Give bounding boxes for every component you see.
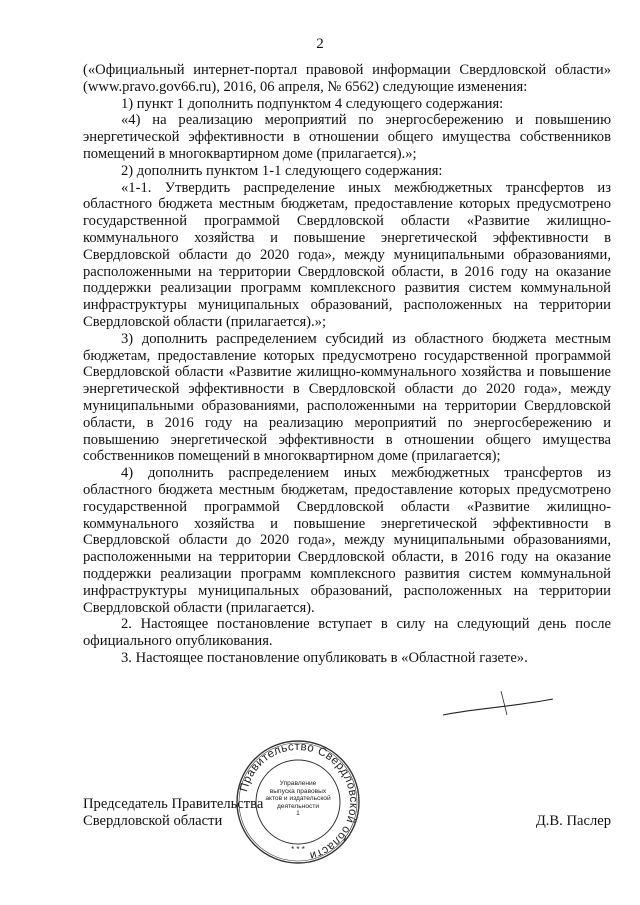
seal-inner-line5: 1 [296, 810, 300, 818]
paragraph-clause-3: 3. Настоящее постановление опубликовать в «Областной газете». [121, 649, 528, 666]
signatory-position-line1: Председатель Правительства [83, 796, 264, 812]
paragraph-item-4: 4) дополнить распределением иных межбюджетных трансфертов из областного бюджета местным бюджетам, предоставление которых предусмотрено государственной программой Свердловской области «Развитие жилищно-коммунального хозяйства и повышение энергетической эффективности в Свердловской области до 2020 года», между муниципальными образованиями, расположенными на территории Свердловской области, в 2016 году на оказание поддержки реализации программ комплексного развития систем коммунальной инфраструктуры муниципальных образований, расположенных на территории Свердловской области (прилагается). [83, 465, 611, 616]
paragraph-item-2-text: «1-1. Утвердить распределение иных межбюджетных трансфертов из областного бюджета местным бюджетам, предоставление которых предусмотрено государственной программой Свердловской области «Развитие жилищно-коммунального хозяйства и повышение энергетической эффективности в Свердловской области до 2020 года», между муниципальными образованиями, расположенными на территории Свердловской области, в 2016 году на оказание поддержки реализации программ комплексного развития систем коммунальной инфраструктуры муниципальных образований, расположенных на территории Свердловской области (прилагается).»; [83, 179, 611, 330]
paragraph-item-1: 1) пункт 1 дополнить подпунктом 4 следующего содержания: [121, 95, 504, 112]
paragraph-clause-2: 2. Настоящее постановление вступает в силу на следующий день после официального опубликования. [83, 616, 611, 650]
signatory-name: Д.В. Паслер [535, 812, 611, 829]
seal-inner-line4: деятельности [276, 802, 320, 810]
seal-inner-line2: выпуска правовых [269, 787, 327, 795]
page-number: 2 [316, 36, 324, 52]
seal-inner-text [264, 780, 332, 818]
document-body [83, 62, 611, 667]
paragraph-item-3: 3) дополнить распределением субсидий из областного бюджета местным бюджетам, предоставление которых предусмотрено государственной программой Свердловской области «Развитие жилищно-коммунального хозяйства и повышение энергетической эффективности в Свердловской области до 2020 года», между муниципальными образованиями, расположенными на территории Свердловской области, в 2016 году на реализацию мероприятий по энергосбережению и повышению энергетической эффективности в отношении общего имущества собственников помещений в многоквартирном доме (прилагается); [83, 330, 611, 465]
official-seal [234, 738, 362, 866]
signatory-position-line2: Свердловской области [83, 812, 223, 829]
paragraph-item-1-text: «4) на реализацию мероприятий по энергосбережению и повышению энергетической эффективности в отношении общего имущества собственников помещений в многоквартирном доме (прилагается).»; [83, 112, 611, 162]
seal-inner-line3: актов и издательской [265, 795, 331, 803]
seal-inner-line1: Управление [279, 780, 317, 787]
seal-ring-text: Правительство Свердловской области [238, 740, 360, 862]
ink-stroke-mark [441, 685, 556, 719]
seal-stars: * * * [291, 845, 305, 854]
paragraph-item-2: 2) дополнить пунктом 1-1 следующего содержания: [121, 162, 443, 179]
paragraph-source-citation: («Официальный интернет-портал правовой информации Свердловской области» (www.pravo.gov66.ru), 2016, 06 апреля, № 6562) следующие изменения: [83, 62, 611, 95]
